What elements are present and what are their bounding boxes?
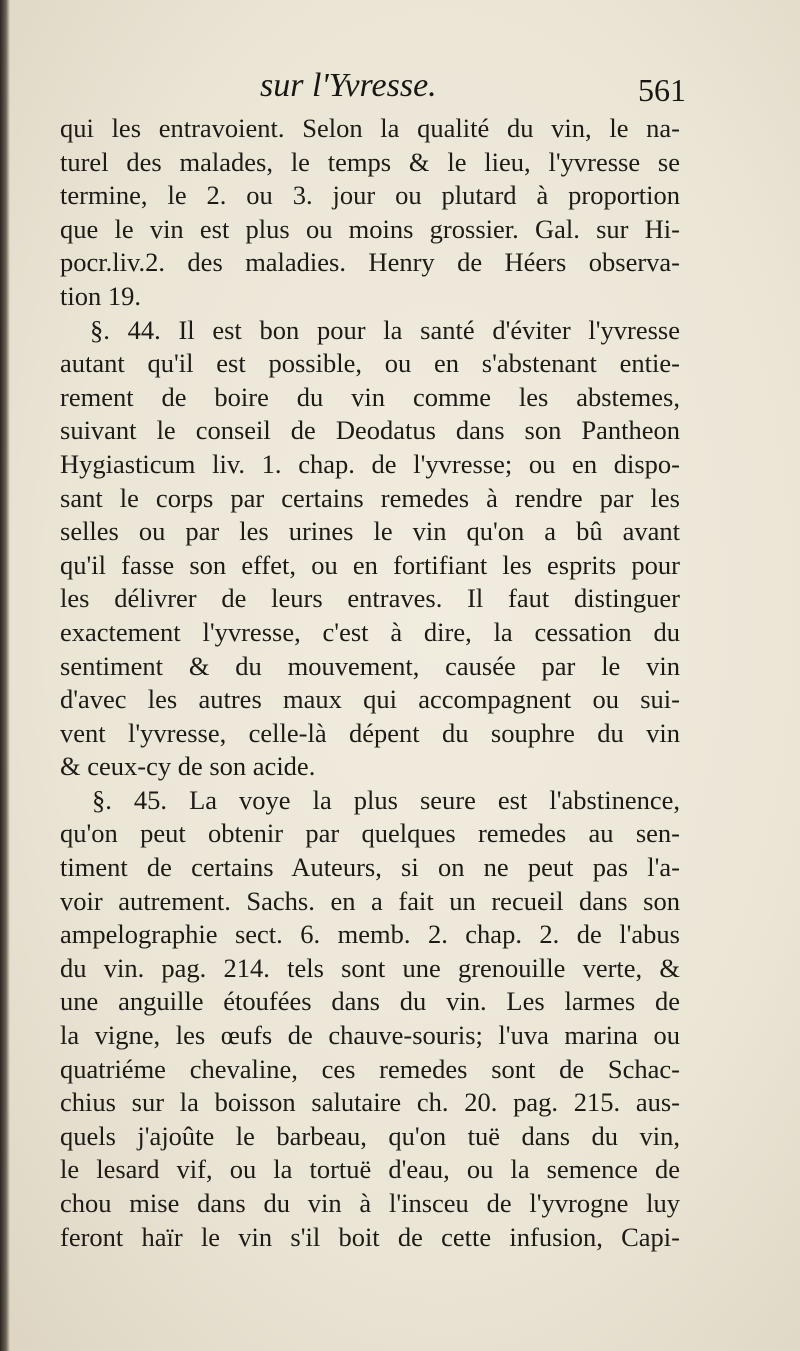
text-line: selles ou par les urines le vin qu'on a bû avant — [60, 516, 680, 547]
text-line: le lesard vif, ou la tortuë d'eau, ou la semence de — [60, 1154, 680, 1185]
text-line: la vigne, les œufs de chauve-souris; l'uva marina ou — [60, 1020, 680, 1051]
text-line: autant qu'il est possible, ou en s'abstenant entie- — [60, 348, 680, 379]
text-line: suivant le conseil de Deodatus dans son Pantheon — [60, 415, 680, 446]
text-line: qui les entravoient. Selon la qualité du vin, le na- — [60, 113, 680, 143]
text-line: vent l'yvresse, celle-là dépent du souphre du vin — [60, 717, 680, 748]
text-line: chius sur la boisson salutaire ch. 20. pag. 215. aus- — [60, 1087, 680, 1118]
page-number: 561 — [638, 72, 686, 108]
text-line: sant le corps par certains remedes à rendre par les — [60, 482, 680, 513]
running-title: sur l'Yvresse. — [260, 67, 437, 104]
body-text — [60, 112, 680, 1254]
paragraph-45-start: §. 45. La voye la plus seure est l'abstinence, — [92, 784, 680, 815]
text-line: sentiment & du mouvement, causée par le vin — [60, 650, 680, 681]
text-line: Hygiasticum liv. 1. chap. de l'yvresse; ou en dispo- — [60, 448, 680, 479]
text-line: exactement l'yvresse, c'est à dire, la cessation du — [60, 616, 680, 647]
text-line: tion 19. — [60, 280, 141, 311]
text-line: quatriéme chevaline, ces remedes sont de Schac- — [60, 1053, 680, 1084]
text-line: voir autrement. Sachs. en a fait un recueil dans son — [60, 885, 680, 916]
text-line: chou mise dans du vin à l'insceu de l'yvrogne luy — [60, 1188, 680, 1218]
text-line: turel des malades, le temps & le lieu, l'yvresse se — [60, 146, 680, 177]
text-line: du vin. pag. 214. tels sont une grenouille verte, & — [60, 952, 680, 983]
text-line: ampelographie sect. 6. memb. 2. chap. 2. de l'abus — [60, 919, 680, 950]
text-line: timent de certains Auteurs, si on ne peut pas l'a- — [60, 852, 680, 883]
text-line: une anguille étoufées dans du vin. Les larmes de — [60, 986, 680, 1017]
paragraph-44-start: §. 44. Il est bon pour la santé d'éviter l'yvresse — [90, 314, 680, 345]
text-line: que le vin est plus ou moins grossier. Gal. sur Hi- — [60, 213, 680, 244]
page-gutter-shadow — [0, 0, 10, 1351]
text-line: qu'on peut obtenir par quelques remedes au sen- — [60, 818, 680, 849]
text-line: rement de boire du vin comme les abstemes, — [60, 381, 680, 412]
text-line: & ceux-cy de son acide. — [60, 751, 316, 782]
text-line: pocr.liv.2. des maladies. Henry de Héers observa- — [60, 247, 680, 278]
text-line: termine, le 2. ou 3. jour ou plutard à proportion — [60, 180, 680, 211]
text-line: les délivrer de leurs entraves. Il faut distinguer — [60, 583, 680, 614]
text-line: d'avec les autres maux qui accompagnent ou sui- — [60, 684, 680, 715]
page-header — [60, 66, 686, 110]
text-line: feront haïr le vin s'il boit de cette infusion, Capi- — [60, 1221, 680, 1252]
text-line: quels j'ajoûte le barbeau, qu'on tuë dans du vin, — [60, 1120, 680, 1151]
text-line: qu'il fasse son effet, ou en fortifiant les esprits pour — [60, 549, 680, 580]
